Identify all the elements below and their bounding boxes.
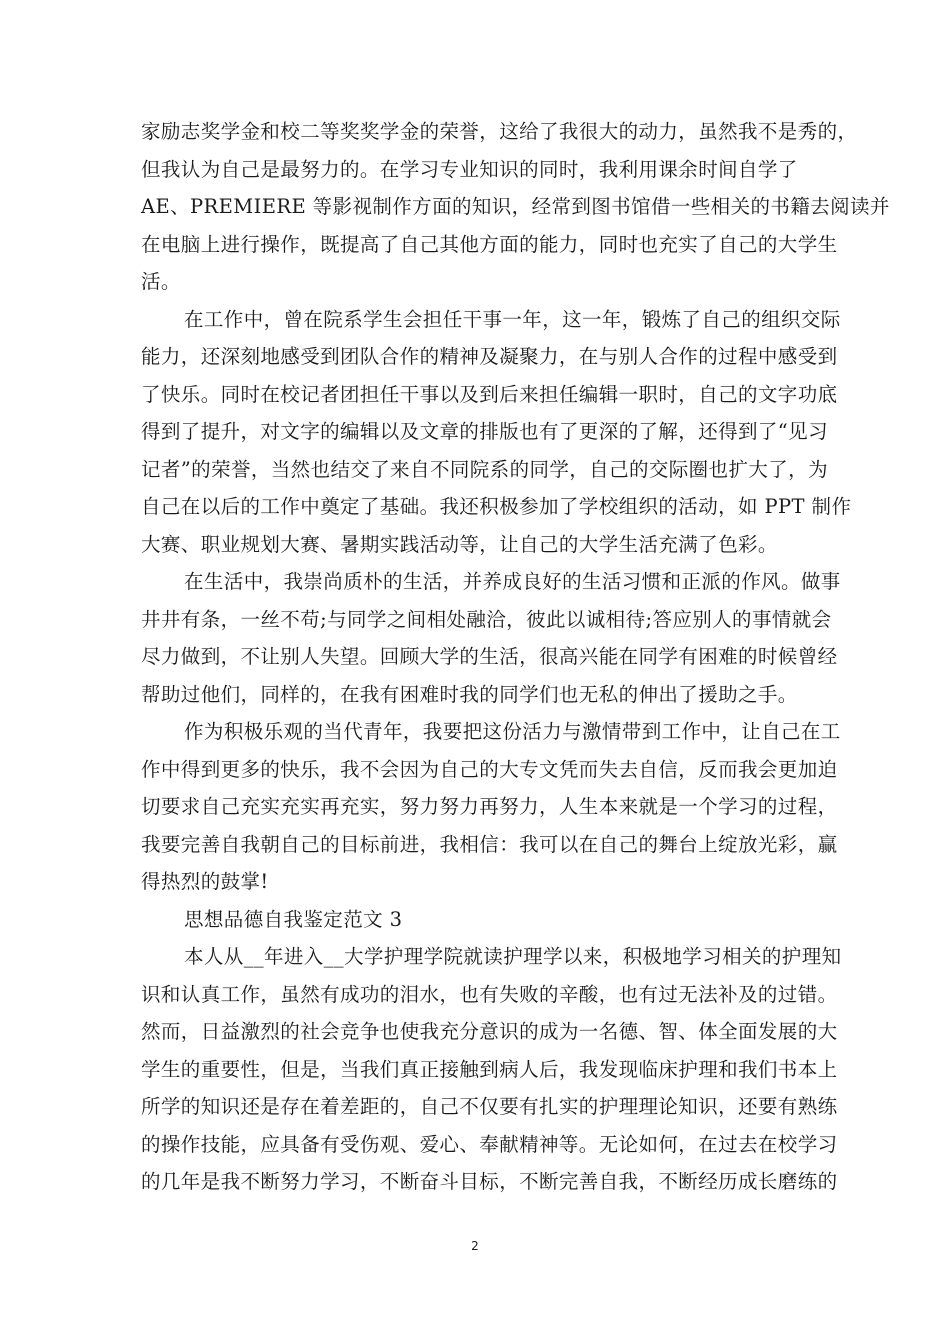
text-line: 帮助过他们，同样的，在我有困难时我的同学们也无私的伸出了援助之手。 — [141, 682, 798, 706]
text-line: 记者”的荣誉，当然也结交了来自不同院系的同学，自己的交际圈也扩大了，为 — [141, 457, 828, 481]
text-line: 得热烈的鼓掌! — [141, 870, 269, 893]
text-line: 识和认真工作，虽然有成功的泪水，也有失败的辛酸，也有过无法补及的过错。 — [141, 982, 838, 1006]
text-line: 学生的重要性，但是，当我们真正接触到病人后，我发现临床护理和我们书本上 — [141, 1057, 838, 1081]
paragraph-outlook — [141, 713, 841, 901]
text-line: 但我认为自己是最努力的。在学习专业知识的同时，我利用课余时间自学了 — [141, 157, 798, 181]
paragraph-continuation — [141, 113, 890, 301]
body-text — [141, 113, 890, 1201]
text-line: 作中得到更多的快乐，我不会因为自己的大专文凭而失去自信，反而我会更加迫 — [141, 757, 838, 781]
section-heading — [141, 901, 817, 939]
text-line: 在工作中，曾在院系学生会担任干事一年，这一年，锻炼了自己的组织交际 — [184, 307, 841, 331]
text-line: 然而，日益激烈的社会竞争也使我充分意识的成为一名德、智、体全面发展的大 — [141, 1020, 838, 1043]
text-line: 的几年是我不断努力学习，不断奋斗目标，不断完善自我，不断经历成长磨练的 — [141, 1170, 838, 1193]
text-line: 切要求自己充实充实再充实，努力努力再努力，人生本来就是一个学习的过程， — [141, 795, 838, 818]
text-line: 井井有条，一丝不苟;与同学之间相处融洽，彼此以诚相待;答应别人的事情就会 — [141, 607, 832, 631]
text-line: 活。 — [141, 270, 181, 293]
paragraph-work — [141, 301, 852, 564]
text-line: 本人从__年进入__大学护理学院就读护理学以来，积极地学习相关的护理知 — [184, 945, 842, 968]
text-line: 自己在以后的工作中奠定了基础。我还积极参加了学校组织的活动，如 PPT 制作 — [141, 495, 852, 518]
text-line: 尽力做到，不让别人失望。回顾大学的生活，很高兴能在同学有困难的时候曾经 — [141, 645, 838, 668]
paragraph-sample-3 — [141, 938, 842, 1201]
text-line: 我要完善自我朝自己的目标前进，我相信：我可以在自己的舞台上绽放光彩，赢 — [141, 832, 838, 856]
text-line: AE、PREMIERE 等影视制作方面的知识，经常到图书馆借一些相关的书籍去阅读并 — [141, 195, 890, 218]
page-number: 2 — [471, 1239, 479, 1253]
text-line: 所学的知识还是存在着差距的，自己不仅要有扎实的护理理论知识，还要有熟练 — [141, 1095, 838, 1118]
text-line: 的操作技能，应具备有受伤观、爱心、奉献精神等。无论如何，在过去在校学习 — [141, 1132, 838, 1156]
text-line: 得到了提升，对文字的编辑以及文章的排版也有了更深的了解，还得到了“见习 — [141, 420, 828, 443]
text-line: 在生活中，我崇尚质朴的生活，并养成良好的生活习惯和正派的作风。做事 — [184, 570, 841, 593]
text-line: 家励志奖学金和校二等奖奖学金的荣誉，这给了我很大的动力，虽然我不是秀的， — [141, 120, 858, 143]
section-title: 思想品德自我鉴定范文 3 — [184, 907, 403, 931]
paragraph-life — [141, 563, 841, 713]
text-line: 作为积极乐观的当代青年，我要把这份活力与激情带到工作中，让自己在工 — [184, 720, 841, 743]
text-line: 了快乐。同时在校记者团担任干事以及到后来担任编辑一职时，自己的文字功底 — [141, 382, 838, 406]
text-line: 在电脑上进行操作，既提高了自己其他方面的能力，同时也充实了自己的大学生 — [141, 232, 838, 256]
text-line: 能力，还深刻地感受到团队合作的精神及凝聚力，在与别人合作的过程中感受到 — [141, 345, 838, 368]
text-line: 大赛、职业规划大赛、暑期实践活动等，让自己的大学生活充满了色彩。 — [141, 532, 778, 556]
